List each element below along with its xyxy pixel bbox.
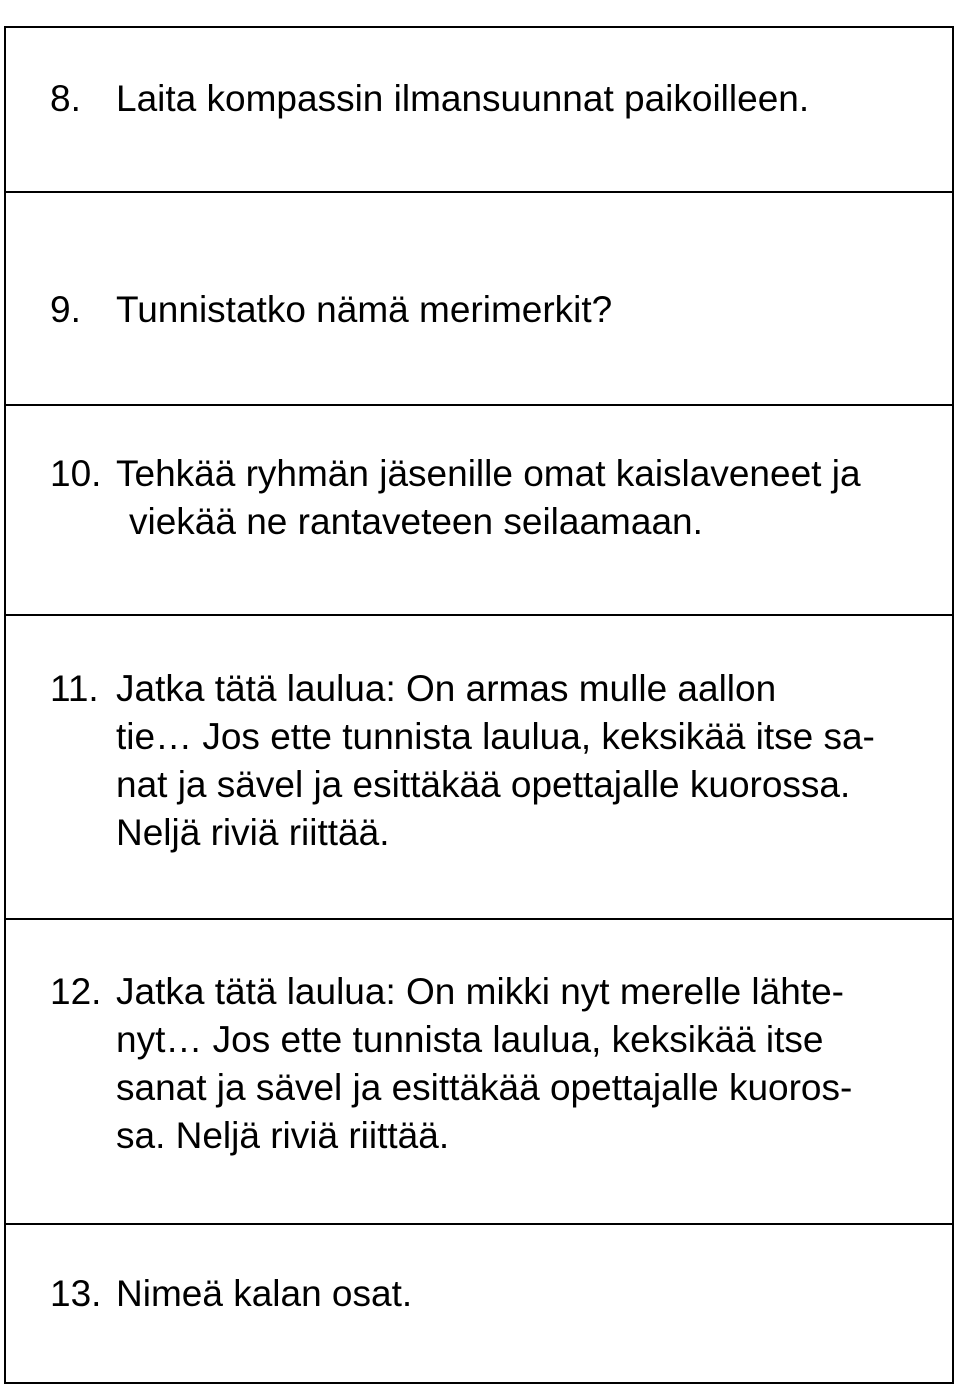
task-text: Tunnistatko nämä merimerkit? <box>116 289 613 330</box>
task-line <box>50 450 861 498</box>
task-10 <box>50 450 861 546</box>
task-line: sanat ja sävel ja esittäkää opettajalle kuoros- <box>116 1067 853 1108</box>
task-line: tie… Jos ette tunnista laulua, keksikää itse sa- <box>116 716 875 757</box>
task-cell-10 <box>6 404 952 614</box>
task-text: Jatka tätä laulua: On mikki nyt merelle lähte- <box>116 971 844 1012</box>
task-cell-9 <box>6 191 952 404</box>
task-number: 12. <box>50 971 102 1012</box>
task-8 <box>50 75 809 123</box>
task-text: Nimeä kalan osat. <box>116 1273 413 1314</box>
task-number: 11. <box>50 668 99 709</box>
task-line: nat ja sävel ja esittäkää opettajalle kuorossa. <box>116 764 851 805</box>
task-line <box>50 665 875 713</box>
task-number: 13. <box>50 1273 102 1314</box>
task-number: 8. <box>50 78 81 119</box>
task-text: Tehkää ryhmän jäsenille omat kaislaveneet ja <box>116 453 861 494</box>
task-cell-13 <box>6 1223 952 1382</box>
task-line: sa. Neljä riviä riittää. <box>116 1115 450 1156</box>
task-text: Laita kompassin ilmansuunnat paikoilleen. <box>116 78 810 119</box>
task-number: 9. <box>50 289 81 330</box>
task-line: nyt… Jos ette tunnista laulua, keksikää itse <box>116 1019 824 1060</box>
task-text: Jatka tätä laulua: On armas mulle aallon <box>116 668 777 709</box>
task-number: 10. <box>50 453 102 494</box>
task-12 <box>50 968 852 1160</box>
task-13 <box>50 1270 412 1318</box>
task-cell-11 <box>6 614 952 918</box>
task-9 <box>50 286 612 334</box>
task-line: viekää ne rantaveteen seilaamaan. <box>129 501 703 542</box>
task-cell-12 <box>6 918 952 1223</box>
task-11 <box>50 665 875 857</box>
task-line <box>50 968 852 1016</box>
task-line: Neljä riviä riittää. <box>116 812 390 853</box>
task-cell-8 <box>6 28 952 191</box>
worksheet-table <box>4 26 954 1384</box>
